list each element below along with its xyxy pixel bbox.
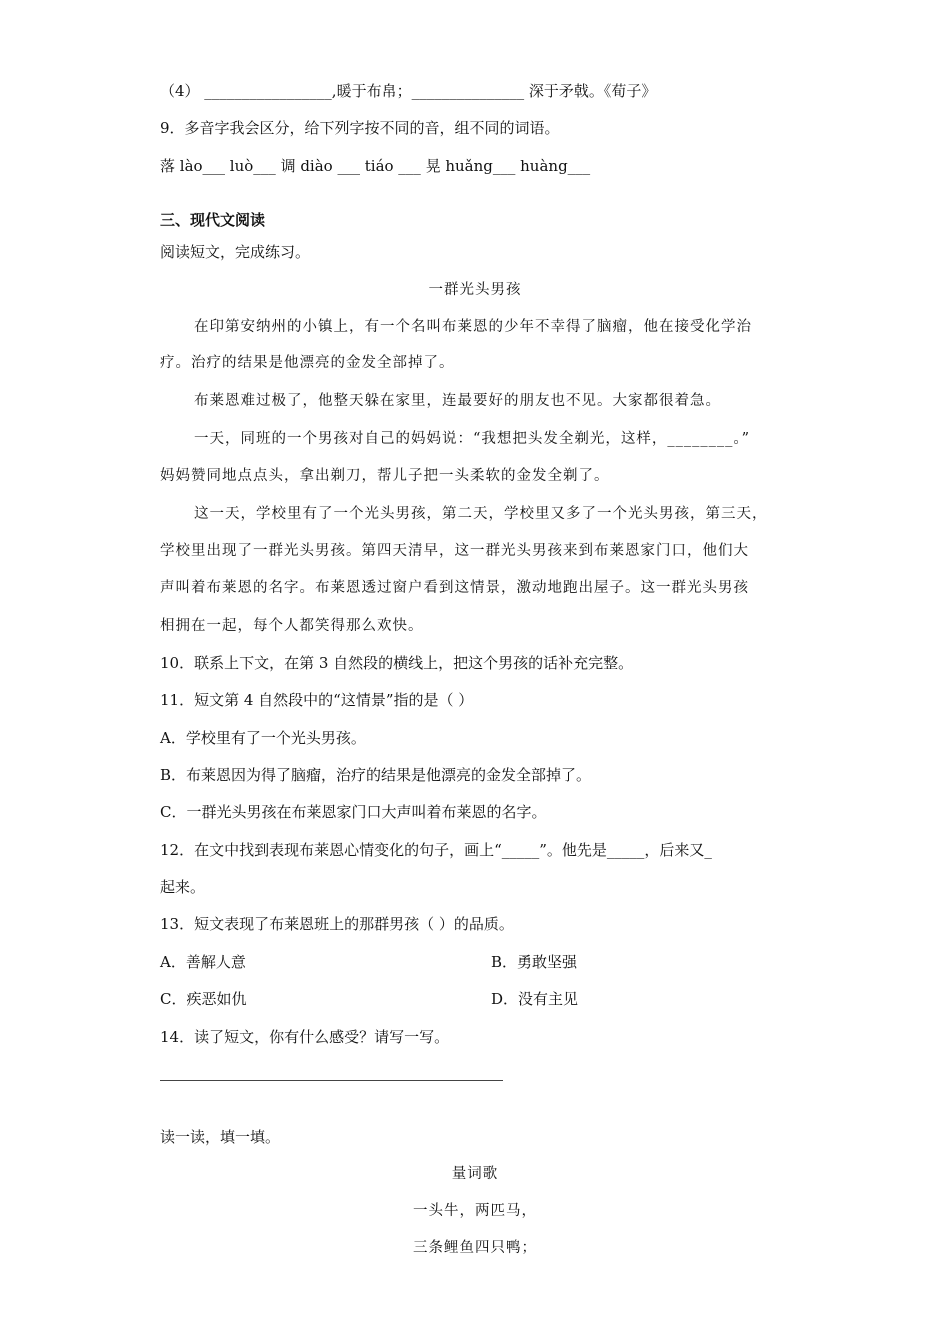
question-12: 12．在文中找到表现布莱恩心情变化的句子，画上“_____”。他先是_____，后来又_: [160, 841, 712, 859]
poem-line-1: 一头牛，两匹马，: [413, 1203, 537, 1219]
passage-title: 一群光头男孩: [428, 282, 522, 298]
question-11: 11．短文第 4 自然段中的“这情景”指的是（ ）: [160, 691, 474, 709]
question-13-options-row-2: [160, 989, 760, 1009]
question-12-continued: 起来。: [160, 878, 206, 896]
paragraph-3-line-2: 妈妈赞同地点点头，拿出剃刀，帮儿子把一头柔软的金发全剃了。: [160, 468, 610, 484]
question-9: 9．多音字我会区分，给下列字按不同的音，组不同的词语。: [160, 119, 560, 137]
paragraph-4-line-3: 声叫着布莱恩的名字。布莱恩透过窗户看到这情景，激动地跑出屋子。这一群光头男孩: [160, 580, 749, 596]
poem-line-2: 三条鲤鱼四只鸭；: [413, 1240, 537, 1256]
reading-instruction: 读一读，填一填。: [160, 1128, 281, 1146]
paragraph-1-line-1: 在印第安纳州的小镇上，有一个名叫布莱恩的少年不幸得了脑瘤，他在接受化学治: [194, 319, 752, 335]
question-11-option-c: C．一群光头男孩在布莱恩家门口大声叫着布莱恩的名字。: [160, 803, 547, 821]
question-13-option-c: C．疾恶如仇: [160, 990, 247, 1008]
question-10: 10．联系上下文，在第 3 自然段的横线上，把这个男孩的话补充完整。: [160, 654, 634, 672]
section-heading: 三、现代文阅读: [160, 211, 266, 229]
question-14: 14．读了短文，你有什么感受？请写一写。: [160, 1028, 450, 1046]
question-9-items: 落 lào___ luò___ 调 diào ___ tiáo ___ 晃 huǎng___ huàng___: [160, 157, 591, 175]
question-13: 13．短文表现了布莱恩班上的那群男孩（ ）的品质。: [160, 915, 514, 933]
question-13-option-b: B．勇敢坚强: [491, 953, 578, 971]
paragraph-4-line-2: 学校里出现了一群光头男孩。第四天清早，这一群光头男孩来到布莱恩家门口，他们大: [160, 543, 749, 559]
answer-line[interactable]: [160, 1080, 503, 1081]
paragraph-4-line-4: 相拥在一起，每个人都笑得那么欢快。: [160, 618, 424, 634]
poem-title: 量词歌: [451, 1166, 499, 1182]
paragraph-1-line-2: 疗。治疗的结果是他漂亮的金发全部掉了。: [160, 355, 455, 371]
paragraph-4-line-1: 这一天，学校里有了一个光头男孩，第二天，学校里又多了一个光头男孩，第三天，: [194, 506, 768, 522]
paragraph-3-line-1: 一天，同班的一个男孩对自己的妈妈说：“我想把头发全剃光，这样，________。”: [194, 431, 751, 447]
reading-intro: 阅读短文，完成练习。: [160, 243, 311, 261]
question-8-4: （4） _________________,暖于布帛；_______________ 深于矛戟。《荀子》: [160, 82, 657, 100]
question-13-option-d: D．没有主见: [491, 990, 579, 1008]
question-13-options-row-1: [160, 952, 760, 972]
question-11-option-a: A．学校里有了一个光头男孩。: [160, 729, 366, 747]
question-11-option-b: B．布莱恩因为得了脑瘤，治疗的结果是他漂亮的金发全部掉了。: [160, 766, 592, 784]
paragraph-2: 布莱恩难过极了，他整天躲在家里，连最要好的朋友也不见。大家都很着急。: [194, 393, 721, 409]
question-13-option-a: A．善解人意: [160, 953, 246, 971]
